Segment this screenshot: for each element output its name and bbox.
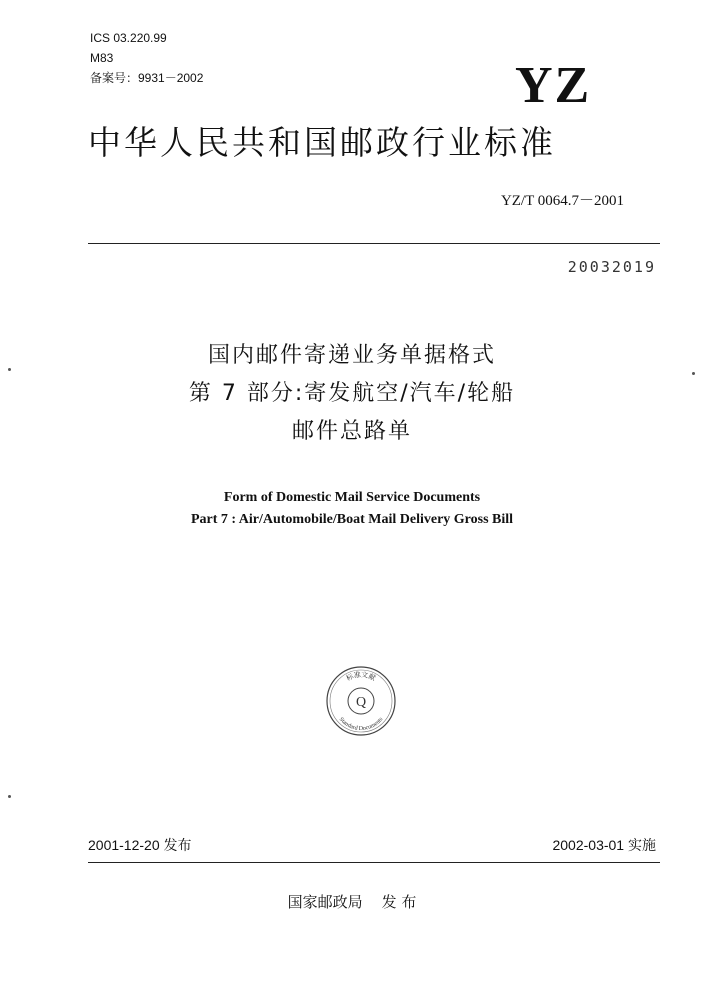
- scan-speck: [8, 795, 11, 798]
- svg-text:标准文献: [345, 670, 378, 683]
- bottom-divider: [88, 862, 660, 863]
- top-divider: [88, 243, 660, 244]
- scan-speck: [8, 368, 11, 371]
- implementation-date: 2002-03-01 实施: [552, 837, 656, 853]
- seal-top-text: 标准文献: [345, 670, 377, 683]
- seal-bottom-text: Standard Documents: [337, 716, 385, 732]
- chinese-title-line-2: 第 7 部分:寄发航空/汽车/轮船: [188, 381, 516, 406]
- chinese-title-line-1: 国内邮件寄递业务单据格式: [207, 343, 496, 368]
- seal-center-text: Q: [355, 695, 367, 710]
- library-seal-icon: [325, 665, 397, 737]
- standard-category-title: 中华人民共和国邮政行业标准: [88, 123, 556, 162]
- standard-number: YZ/T 0064.7－2001: [500, 193, 624, 209]
- ics-code: ICS 03.220.99: [90, 31, 167, 45]
- scan-speck: [692, 372, 695, 375]
- classification-code: M83: [90, 51, 114, 65]
- issuing-authority: 国家邮政局 发 布: [287, 893, 417, 911]
- english-title-line-2: Part 7 : Air/Automobile/Boat Mail Delivery Gross Bill: [190, 512, 514, 527]
- record-number: 备案号：9931－2002: [90, 71, 204, 85]
- archive-number: 20032019: [567, 258, 656, 276]
- issue-date: 2001-12-20 发布: [88, 837, 192, 853]
- chinese-title-line-3: 邮件总路单: [291, 419, 412, 444]
- english-title-line-1: Form of Domestic Mail Service Documents: [223, 490, 481, 505]
- standard-logo: YZ: [515, 57, 592, 114]
- svg-text:Standard Documents: [338, 716, 385, 732]
